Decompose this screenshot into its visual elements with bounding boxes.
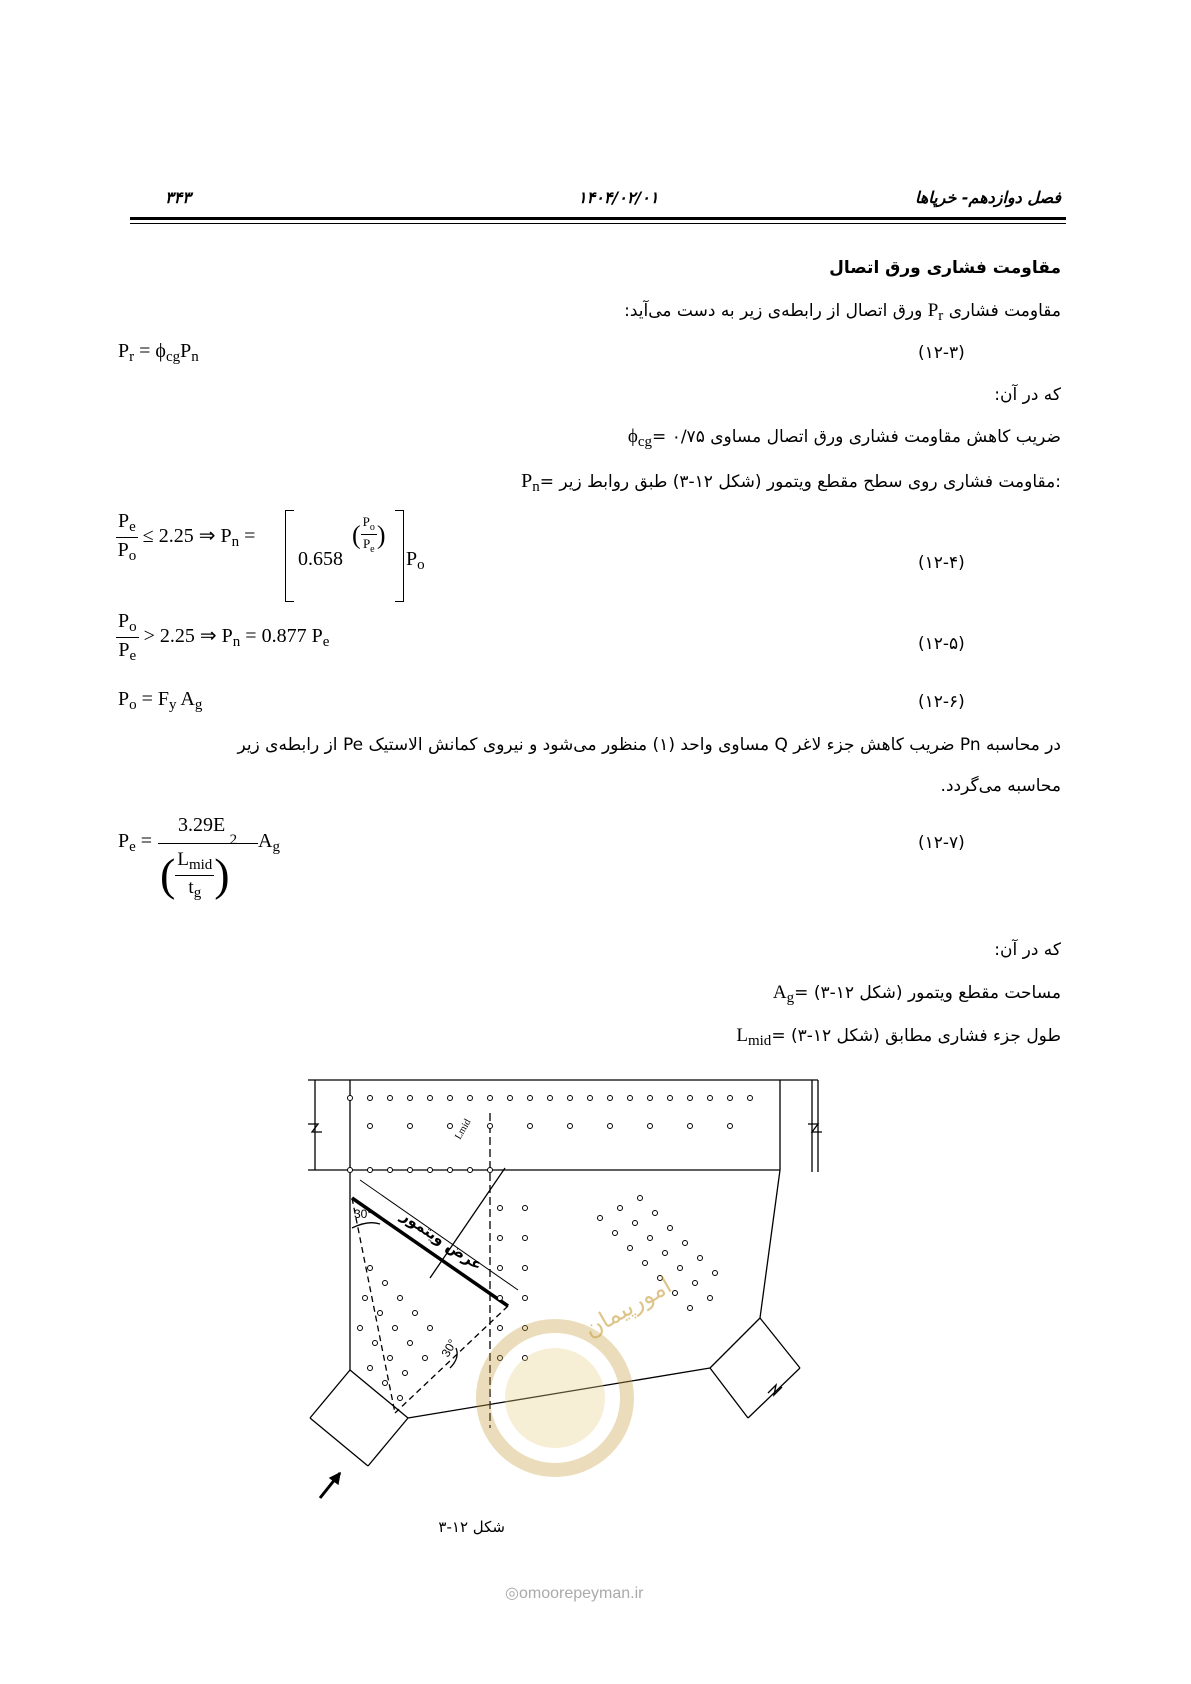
header-date: ۱۴۰۴/۰۲/۰۱ <box>578 188 659 207</box>
whitmore-width-label: عرض ویتمور <box>397 1206 486 1274</box>
angle-label-2: 30° <box>438 1336 460 1360</box>
equation-3-number: (۱۲-۳) <box>918 343 965 363</box>
website-watermark <box>505 1583 643 1603</box>
equation-7-fraction-bar <box>158 843 258 844</box>
definition-ag-text: = مساحت مقطع ویتمور (شکل ۱۲-۳) <box>794 983 1061 1003</box>
watermark-text: امورپیمان <box>579 1270 677 1344</box>
figure-caption: شکل ۱۲-۳ <box>438 1518 505 1536</box>
equation-7-denominator: ( $\frac{L_{mid}}{t_g}$ )$^2$ <box>160 832 238 901</box>
paragraph-line-2: محاسبه می‌گردد. <box>940 776 1061 796</box>
equation-7-numerator: 3.29E <box>178 814 226 836</box>
equation-5: $\frac{P_o}{P_e}$ > 2.25 ⇒ $P_n = 0.877$ $P_e$ <box>118 610 330 664</box>
angle-label-1: 30° <box>354 1207 373 1221</box>
ag-symbol: $A_g$ <box>772 982 795 1006</box>
eq4-po: $P_o$ <box>406 548 425 573</box>
pn-symbol: $P_n$ <box>521 470 540 495</box>
definition-pn <box>521 470 1061 496</box>
website-icon: ◎ <box>505 1585 519 1602</box>
eq4-bracket-right <box>395 510 404 602</box>
definition-ag <box>773 982 1061 1007</box>
where-label-1: که در آن: <box>994 385 1061 405</box>
equation-6: $P_o = F_y$ $A_g$ <box>118 688 203 713</box>
definition-phi <box>628 426 1061 451</box>
equation-7-lhs: $P_e$ = <box>118 830 153 855</box>
intro-line <box>624 300 1061 325</box>
eq4-bracket-left <box>285 510 294 602</box>
eq5-limit: 2.25 <box>159 625 195 648</box>
chapter-title: فصل دوازدهم- خرپاها <box>914 188 1061 207</box>
equation-7-ag: $A_g$ <box>258 830 280 855</box>
equation-5-number: (۱۲-۵) <box>918 634 965 654</box>
eq4-exponent: ( $\frac{P_o}{P_e}$ ) <box>352 514 386 555</box>
website-text: omoorepeyman.ir <box>518 1585 644 1602</box>
definition-pn-text: = مقاومت فشاری روی سطح مقطع ویتمور (شکل ۱۲-۳) طبق روابط زیر: <box>539 472 1061 492</box>
intro-after: ورق اتصال از رابطه‌ی زیر به دست می‌آید: <box>624 301 923 321</box>
header-rule-thick <box>130 217 1066 220</box>
definition-lmid <box>736 1025 1061 1050</box>
equation-3: $P_r = \phi_{cg}P_n$ <box>118 340 199 365</box>
definition-lmid-text: = طول جزء فشاری مطابق (شکل ۱۲-۳) <box>771 1026 1061 1046</box>
equation-6-number: (۱۲-۶) <box>918 692 965 712</box>
where-label-2: که در آن: <box>994 940 1061 960</box>
intro-symbol: $P_r$ <box>927 300 944 324</box>
equation-4: $\frac{P_e}{P_o}$ ≤ 2.25 ⇒ $P_n$ = <box>117 510 256 564</box>
section-title: مقاومت فشاری ورق اتصال <box>829 258 1061 278</box>
eq5-coef: 0.877 <box>261 625 307 648</box>
intro-before: مقاومت فشاری <box>948 301 1061 321</box>
equation-7-number: (۱۲-۷) <box>918 833 965 853</box>
definition-phi-text: = ضریب کاهش مقاومت فشاری ورق اتصال مساوی ۰/۷۵ <box>652 427 1061 447</box>
page-number: ۳۴۳ <box>165 188 191 207</box>
eq4-limit: 2.25 <box>158 525 194 548</box>
whitmore-figure <box>290 1068 850 1568</box>
lmid-symbol: $L_{mid}$ <box>736 1025 772 1049</box>
equation-4-number: (۱۲-۴) <box>918 553 965 573</box>
lmid-label: Lmid <box>453 1117 474 1142</box>
paragraph-line-1: در محاسبه Pn ضریب کاهش جزء لاغر Q مساوی واحد (۱) منظور می‌شود و نیروی کمانش الاستیک Pe از رابطه‌ی زیر <box>237 735 1061 755</box>
phi-symbol: $\phi_{cg}$ <box>627 426 653 450</box>
header-rule-thin <box>130 223 1066 224</box>
eq4-const: 0.658 <box>298 548 343 570</box>
